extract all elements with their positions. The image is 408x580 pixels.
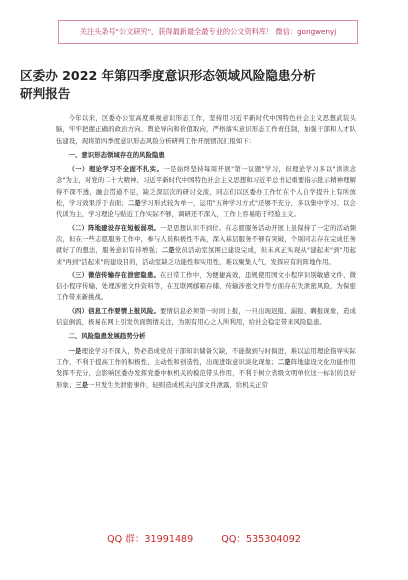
document-body xyxy=(56,113,356,391)
footer-contact xyxy=(0,531,408,545)
section-1-heading: 一、意识形态领域存在的风险隐患 xyxy=(68,151,165,159)
s2-marker-1: 一是 xyxy=(68,347,82,355)
footer-qq: QQ：535304092 xyxy=(221,534,301,545)
s1-paragraph-2 xyxy=(56,223,356,268)
s1-p2-text: 一是思想认识不到位。在志愿服务活动开展上虽保持了一定的活动频次，但在一些志愿服务工作中，参与人员积极性不高，深入基层服务不够有突破，个别同志存在完成任务就好了的想法，服务意识有待增强； xyxy=(56,224,356,255)
intro-paragraph: 今年以来，区委办公室高度重视意识形态工作，坚持用习近平新时代中国特色社会主义思想武装头脑，牢牢把握正确的政治方向、舆论导向和价值取向，严格落实意识形态工作责任制，加强干部和人才队伍建设，现将第四季度意识形态风险分析研判工作开展情况汇报如下： xyxy=(56,115,356,145)
s1-paragraph-3 xyxy=(56,270,356,304)
s2-text-3: 一旦发生失泄密事件，轻则造成机关内部文件泄露，给机关正常 xyxy=(88,381,269,389)
footer-qq-group: QQ 群：31991489 xyxy=(107,534,194,545)
s1-p1-marker-2: 二是 xyxy=(127,200,141,208)
s2-marker-2: 二是 xyxy=(277,358,291,366)
title-line-1: 区委办 2022 年第四季度意识形态领域风险隐患分析 xyxy=(20,68,316,83)
s1-p4-heading: （四）信息工作要情上报风险。 xyxy=(68,307,161,315)
s2-text-1: 理论学习不深入，势必造成党员干部知识储备欠缺，不能做到与时俱进，难以运用理论指导实际工作，不利于提高工作的积极性、主动性和创造性，出现进取意识淡化现象； xyxy=(56,347,356,366)
header-banner: 关注头条号"公文研究"，获得最新最全最专业的公文资料库！ 微信：gongwenyj xyxy=(58,20,358,44)
s1-p1-text-2: 学习形式较为单一，运用"五种学习方式"还够不充分，多以集中学习、以会代训为主，学习理论与贴近工作实际不够，调研还不深入，工作上容易陷于经验主义。 xyxy=(56,200,356,219)
title-line-2: 研判报告 xyxy=(20,86,71,101)
s2-text-2: 阵地建设文化功能作用发挥不充分，会影响区委办发挥党委中枢机关的模范带头作用，不利于树立省级文明单位这一标识的良好形象； xyxy=(56,358,356,389)
s1-p1-heading: （一）理论学习不全面不扎实。 xyxy=(68,166,164,174)
s1-paragraph-4 xyxy=(56,306,356,329)
s1-p3-text: 在日常工作中，为便捷高效，违规使用国文小程序识别敏感文件、微信小程序传输、处理涉密文件资料等，在互联网邮箱存储、传输涉密文件等方面存在失泄密风险，为保密工作带来新挑战。 xyxy=(56,271,356,302)
section-2-heading: 二、风险隐患发展趋势分析 xyxy=(68,333,146,341)
s1-p2-text-2: 党员活动室氛围已建设完成，但未真正实现从"建起来"到"用起来"再到"活起来"的建设目的，活动室缺乏功能性和实用性，难以聚集人气，发挥应有的阵地作用。 xyxy=(56,247,357,266)
s1-p3-heading: （三）微信传输存在泄密隐患。 xyxy=(68,271,161,279)
s1-p1-text: 一是始终坚持每周开展"第一议题"学习，但理论学习多以"读读念念"为主，对党的二十大精神、习近平新时代中国特色社会主义思想和习近平总书记重要指示批示精神理解得不深不透，融会贯通不足，缺乏深层次的研讨交流，同志们以区委办工作忙在个人自学提升上有所放松，学习效果浮于表面； xyxy=(56,166,356,208)
s2-marker-3: 三是 xyxy=(75,381,89,389)
s2-paragraph-1 xyxy=(56,346,356,391)
s1-paragraph-1 xyxy=(56,164,356,220)
document-title xyxy=(20,67,392,103)
s1-p2-heading: （二）阵地建设存在短板弱项。 xyxy=(68,224,161,232)
s1-p4-text: 要情信息必须第一时间上报，一旦出现迟报、漏报、瞒报现象，造成信息倒流，极易在网上引发负面舆情关注，为别有用心之人所利用，给社会稳定带来风险隐患。 xyxy=(56,307,356,327)
s1-p2-marker-2: 二是 xyxy=(161,247,175,255)
